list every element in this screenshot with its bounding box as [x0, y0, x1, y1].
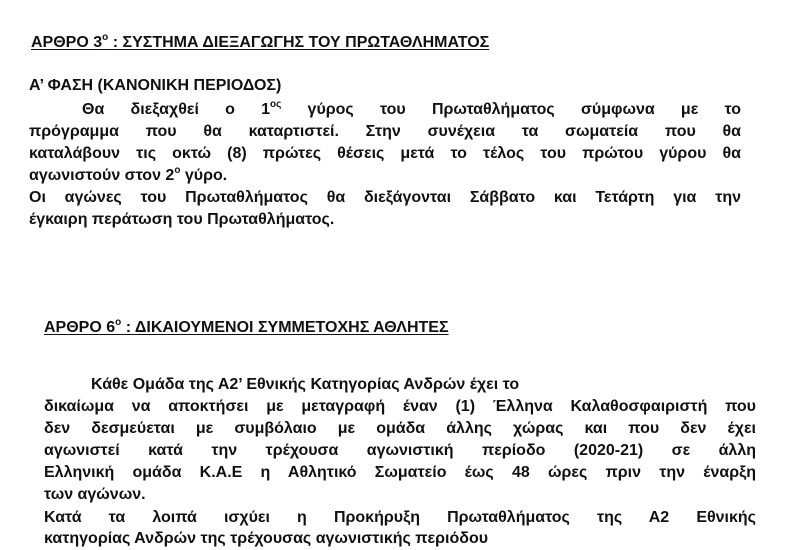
article-3-paragraph-2-line-2: έγκαιρη περάτωση του Πρωταθλήματος.	[29, 211, 335, 228]
article-6-paragraph-1-line-2: δικαίωμα να αποκτήσει με μεταγραφή έναν (1) Έλληνα Καλαθοσφαιριστή που	[44, 398, 756, 415]
article-6-heading-number: ΑΡΘΡΟ 6	[44, 319, 116, 336]
article-6-paragraph-1-line-4: αγωνιστεί κατά την τρέχουσα αγωνιστική περίοδο (2020-21) σε άλλη	[44, 442, 756, 459]
ordinal-sup: ος	[270, 98, 282, 110]
article-3-heading-title: : ΣΥΣΤΗΜΑ ΔΙΕΞΑΓΩΓΗΣ ΤΟΥ ΠΡΩΤΑΘΛΗΜΑΤΟΣ	[108, 34, 490, 51]
article-3-heading	[31, 33, 489, 52]
article-6-paragraph-2-line-2: κατηγορίας Ανδρών της τρέχουσας αγωνιστικής περιόδου	[44, 530, 489, 547]
ordinal-sup: ο	[174, 164, 181, 176]
article-6-heading-title: : ΔΙΚΑΙΟΥΜΕΝΟΙ ΣΥΜΜΕΤΟΧΗΣ ΑΘΛΗΤΕΣ	[121, 319, 449, 336]
article-6-paragraph-1-line-6: των αγώνων.	[44, 486, 146, 503]
article-3-paragraph-1-line-1: Θα διεξαχθεί ο $1^{o\varsigma}$ γύρος του Πρωταθλήματος σύμφωνα με το	[82, 98, 741, 118]
article-3-paragraph-2-line-1: Οι αγώνες του Πρωταθλήματος θα διεξάγονται Σάββατο και Τετάρτη για την	[29, 189, 741, 206]
article-6-paragraph-1-line-1: Κάθε Ομάδα της Α2’ Εθνικής Κατηγορίας Ανδρών έχει το	[91, 376, 520, 393]
article-3-paragraph-1-line-2: πρόγραμμα που θα καταρτιστεί. Στην συνέχεια τα σωματεία που θα	[29, 123, 741, 140]
phase-a-title: Α’ ΦΑΣΗ (ΚΑΝΟΝΙΚΗ ΠΕΡΙΟΔΟΣ)	[29, 77, 282, 94]
article-3-paragraph-1-line-4: αγωνιστούν στον $2^o$ γύρο.	[29, 164, 228, 184]
article-6-heading-ordinal: ο	[115, 316, 122, 328]
article-6-heading	[44, 318, 449, 337]
article-3-heading-number: ΑΡΘΡΟ 3	[31, 34, 103, 51]
article-6-paragraph-1-line-5: Ελληνική ομάδα Κ.Α.Ε η Αθλητικό Σωματείο έως 48 ώρες πριν την έναρξη	[44, 464, 756, 481]
article-6-paragraph-1-line-3: δεν δεσμεύεται με συμβόλαιο με ομάδα άλλης χώρας και που δεν έχει	[44, 420, 756, 437]
article-3-heading-ordinal: ο	[102, 31, 109, 43]
article-3-paragraph-1-line-3: καταλάβουν τις οκτώ (8) πρώτες θέσεις μετά το τέλος του πρώτου γύρου θα	[29, 145, 741, 162]
article-6-paragraph-2-line-1: Κατά τα λοιπά ισχύει η Προκήρυξη Πρωταθλήματος της Α2 Εθνικής	[44, 509, 756, 526]
